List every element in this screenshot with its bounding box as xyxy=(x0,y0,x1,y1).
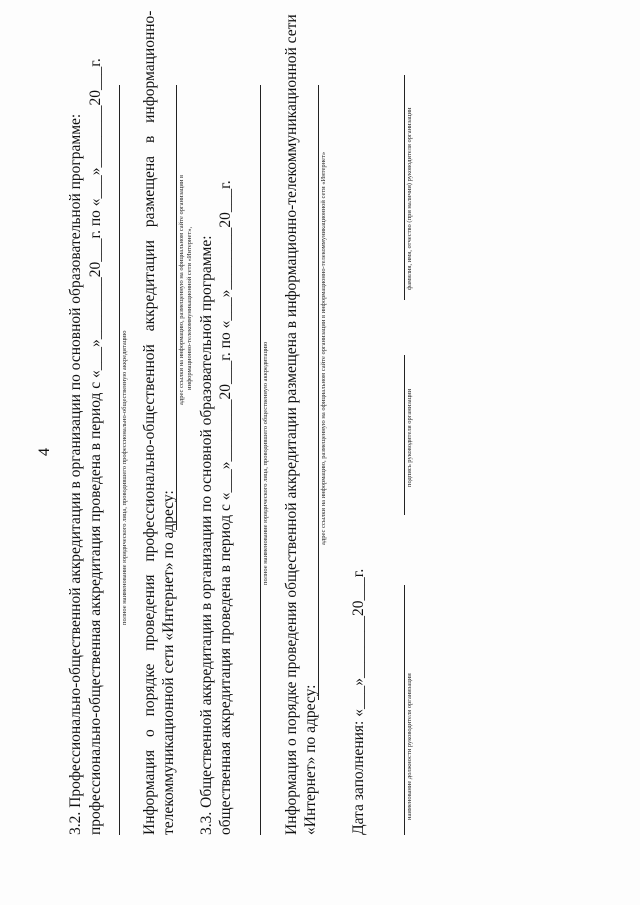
sec33-org-blank-line xyxy=(260,85,261,835)
sec32-info-line1: Информация о порядке проведения профессионально-общественной аккредитации размещена в информационно- xyxy=(141,10,158,835)
sec33-org-caption: полное наименование юридического лица, проводившего общественную аккредитацию xyxy=(262,341,269,585)
sec33-info-line1: Информация о порядке проведения общественной аккредитации размещена в информационно-телекоммуникационной сети xyxy=(283,14,300,835)
sec32-heading: 3.2. Профессионально-общественной аккредитации в организации по основной образовательной программе: xyxy=(67,113,84,835)
signature-line xyxy=(404,355,405,515)
sec32-address-blank-line xyxy=(176,85,177,530)
signature-caption: подпись руководителя организации xyxy=(406,388,413,487)
name-caption: фамилия, имя, отчество (при наличии) руководителя организации xyxy=(406,107,413,290)
name-signature-line xyxy=(404,75,405,300)
sec33-info-line2: «Интернет» по адресу: xyxy=(302,684,319,835)
sec32-org-blank-line xyxy=(119,85,120,835)
sec33-heading: 3.3. Общественной аккредитации в организации по основной образовательной программе: xyxy=(198,235,215,835)
sec32-info-line2: телекоммуникационной сети «Интернет» по адресу: xyxy=(160,490,177,835)
fill-date: Дата заполнения: «___»________20___г. xyxy=(350,568,367,835)
sec32-address-caption-2: информационно-телекоммуникационной сети «Интернет», xyxy=(186,226,193,390)
page-number: 4 xyxy=(36,448,53,456)
position-signature-line xyxy=(404,585,405,835)
sec33-address-blank-line xyxy=(318,85,319,700)
sec33-address-caption: адрес ссылки на информацию, размещенную на официальном сайте организации в информационно-телекоммуникационной сети «Интернет» xyxy=(320,151,327,545)
rotated-form-content xyxy=(62,10,442,875)
sec33-period: общественная аккредитация проведена в период с «___»________20___г. по «___»________20___г. xyxy=(217,180,234,835)
sec32-org-caption: полное наименование юридического лица, проводившего профессионально-общественную аккредитацию xyxy=(121,330,128,625)
sec32-period: профессионально-общественная аккредитация проведена в период с «___»________20___г. по «___»________20___г. xyxy=(87,58,104,835)
sec32-address-caption-1: адрес ссылки на информацию, размещенную на официальном сайте организации в xyxy=(178,174,185,405)
position-caption: наименование должности руководителя организации xyxy=(406,673,413,820)
